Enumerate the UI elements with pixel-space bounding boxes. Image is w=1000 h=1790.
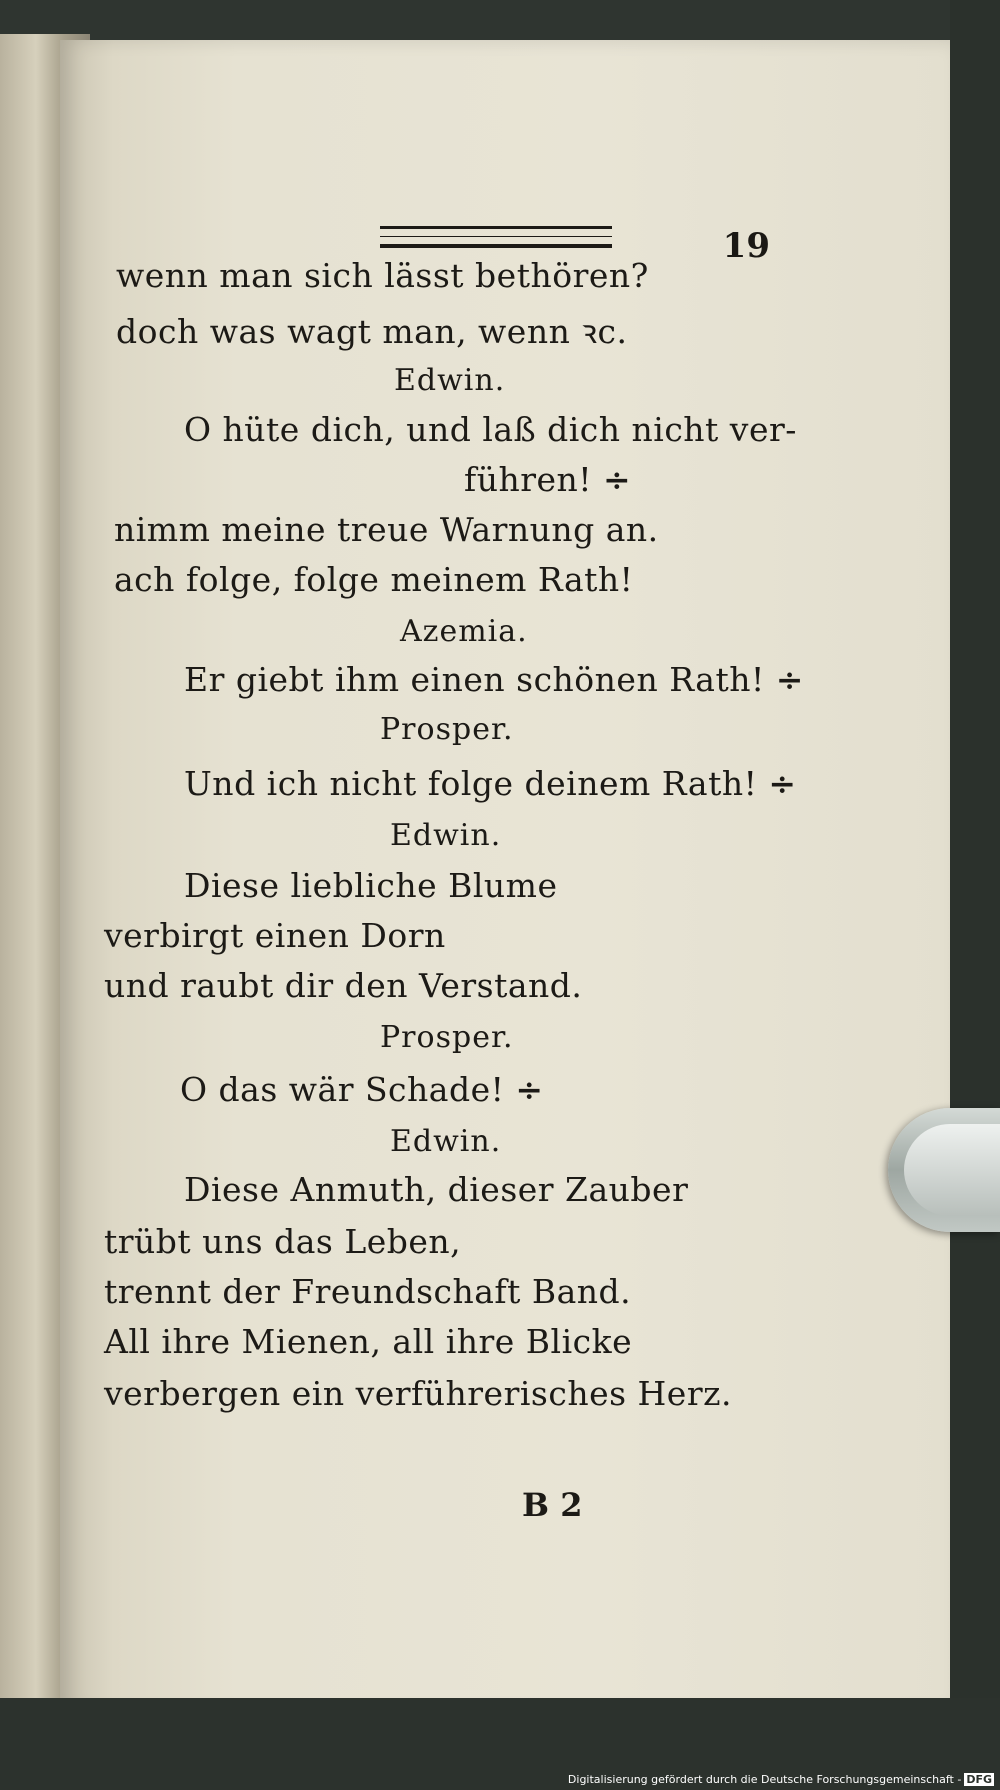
verse-line-with-sign (464, 460, 631, 499)
scan-frame-top (0, 0, 1000, 40)
speaker-name: Prosper. (380, 1020, 514, 1055)
page-number: 19 (722, 226, 770, 266)
verse-line-with-sign (184, 764, 797, 803)
header-rule (380, 244, 612, 248)
book-page (60, 40, 953, 1712)
verse-line: Er giebt ihm einen schönen Rath! (184, 660, 765, 699)
repeat-sign: ÷ (515, 1070, 544, 1109)
verse-line: O das wär Schade! (180, 1070, 505, 1109)
verse-line: trennt der Freundschaft Band. (104, 1272, 632, 1311)
speaker-name: Edwin. (394, 363, 506, 398)
scan-frame-right (950, 0, 1000, 1790)
verse-line: doch was wagt man, wenn ꝛc. (116, 312, 628, 351)
verse-line: nimm meine treue Warnung an. (114, 510, 659, 549)
verse-line: trübt uns das Leben, (104, 1222, 462, 1261)
verse-line: Diese Anmuth, dieser Zauber (184, 1170, 689, 1209)
verse-line: und raubt dir den Verstand. (104, 966, 583, 1005)
verse-line: wenn man sich lässt bethören? (116, 256, 649, 295)
speaker-name: Edwin. (390, 1124, 502, 1159)
verse-line: Und ich nicht folge deinem Rath! (184, 764, 758, 803)
header-rule (380, 236, 612, 237)
dfg-logo: DFG (966, 1773, 992, 1786)
repeat-sign: ÷ (775, 660, 804, 699)
verse-line-with-sign (180, 1070, 544, 1109)
credit-text: Digitalisierung gefördert durch die Deutsche Forschungsgemeinschaft - (567, 1773, 962, 1786)
verse-line: verbergen ein verführerisches Herz. (104, 1374, 732, 1413)
digitization-credit (568, 1773, 994, 1786)
speaker-name: Edwin. (390, 818, 502, 853)
header-rule (380, 226, 612, 229)
verse-line: verbirgt einen Dorn (104, 916, 446, 955)
repeat-sign: ÷ (603, 460, 632, 499)
speaker-name: Azemia. (400, 614, 528, 649)
page-clip (888, 1108, 1000, 1232)
verse-line: ach folge, folge meinem Rath! (114, 560, 634, 599)
signature-mark: B 2 (522, 1486, 583, 1524)
speaker-name: Prosper. (380, 712, 514, 747)
verse-line-with-sign (184, 660, 804, 699)
verse-line: All ihre Mienen, all ihre Blicke (104, 1322, 633, 1361)
repeat-sign: ÷ (768, 764, 797, 803)
verse-line: führen! (464, 460, 593, 499)
verse-line: O hüte dich, und laß dich nicht ver- (184, 410, 797, 449)
verse-line: Diese liebliche Blume (184, 866, 558, 905)
